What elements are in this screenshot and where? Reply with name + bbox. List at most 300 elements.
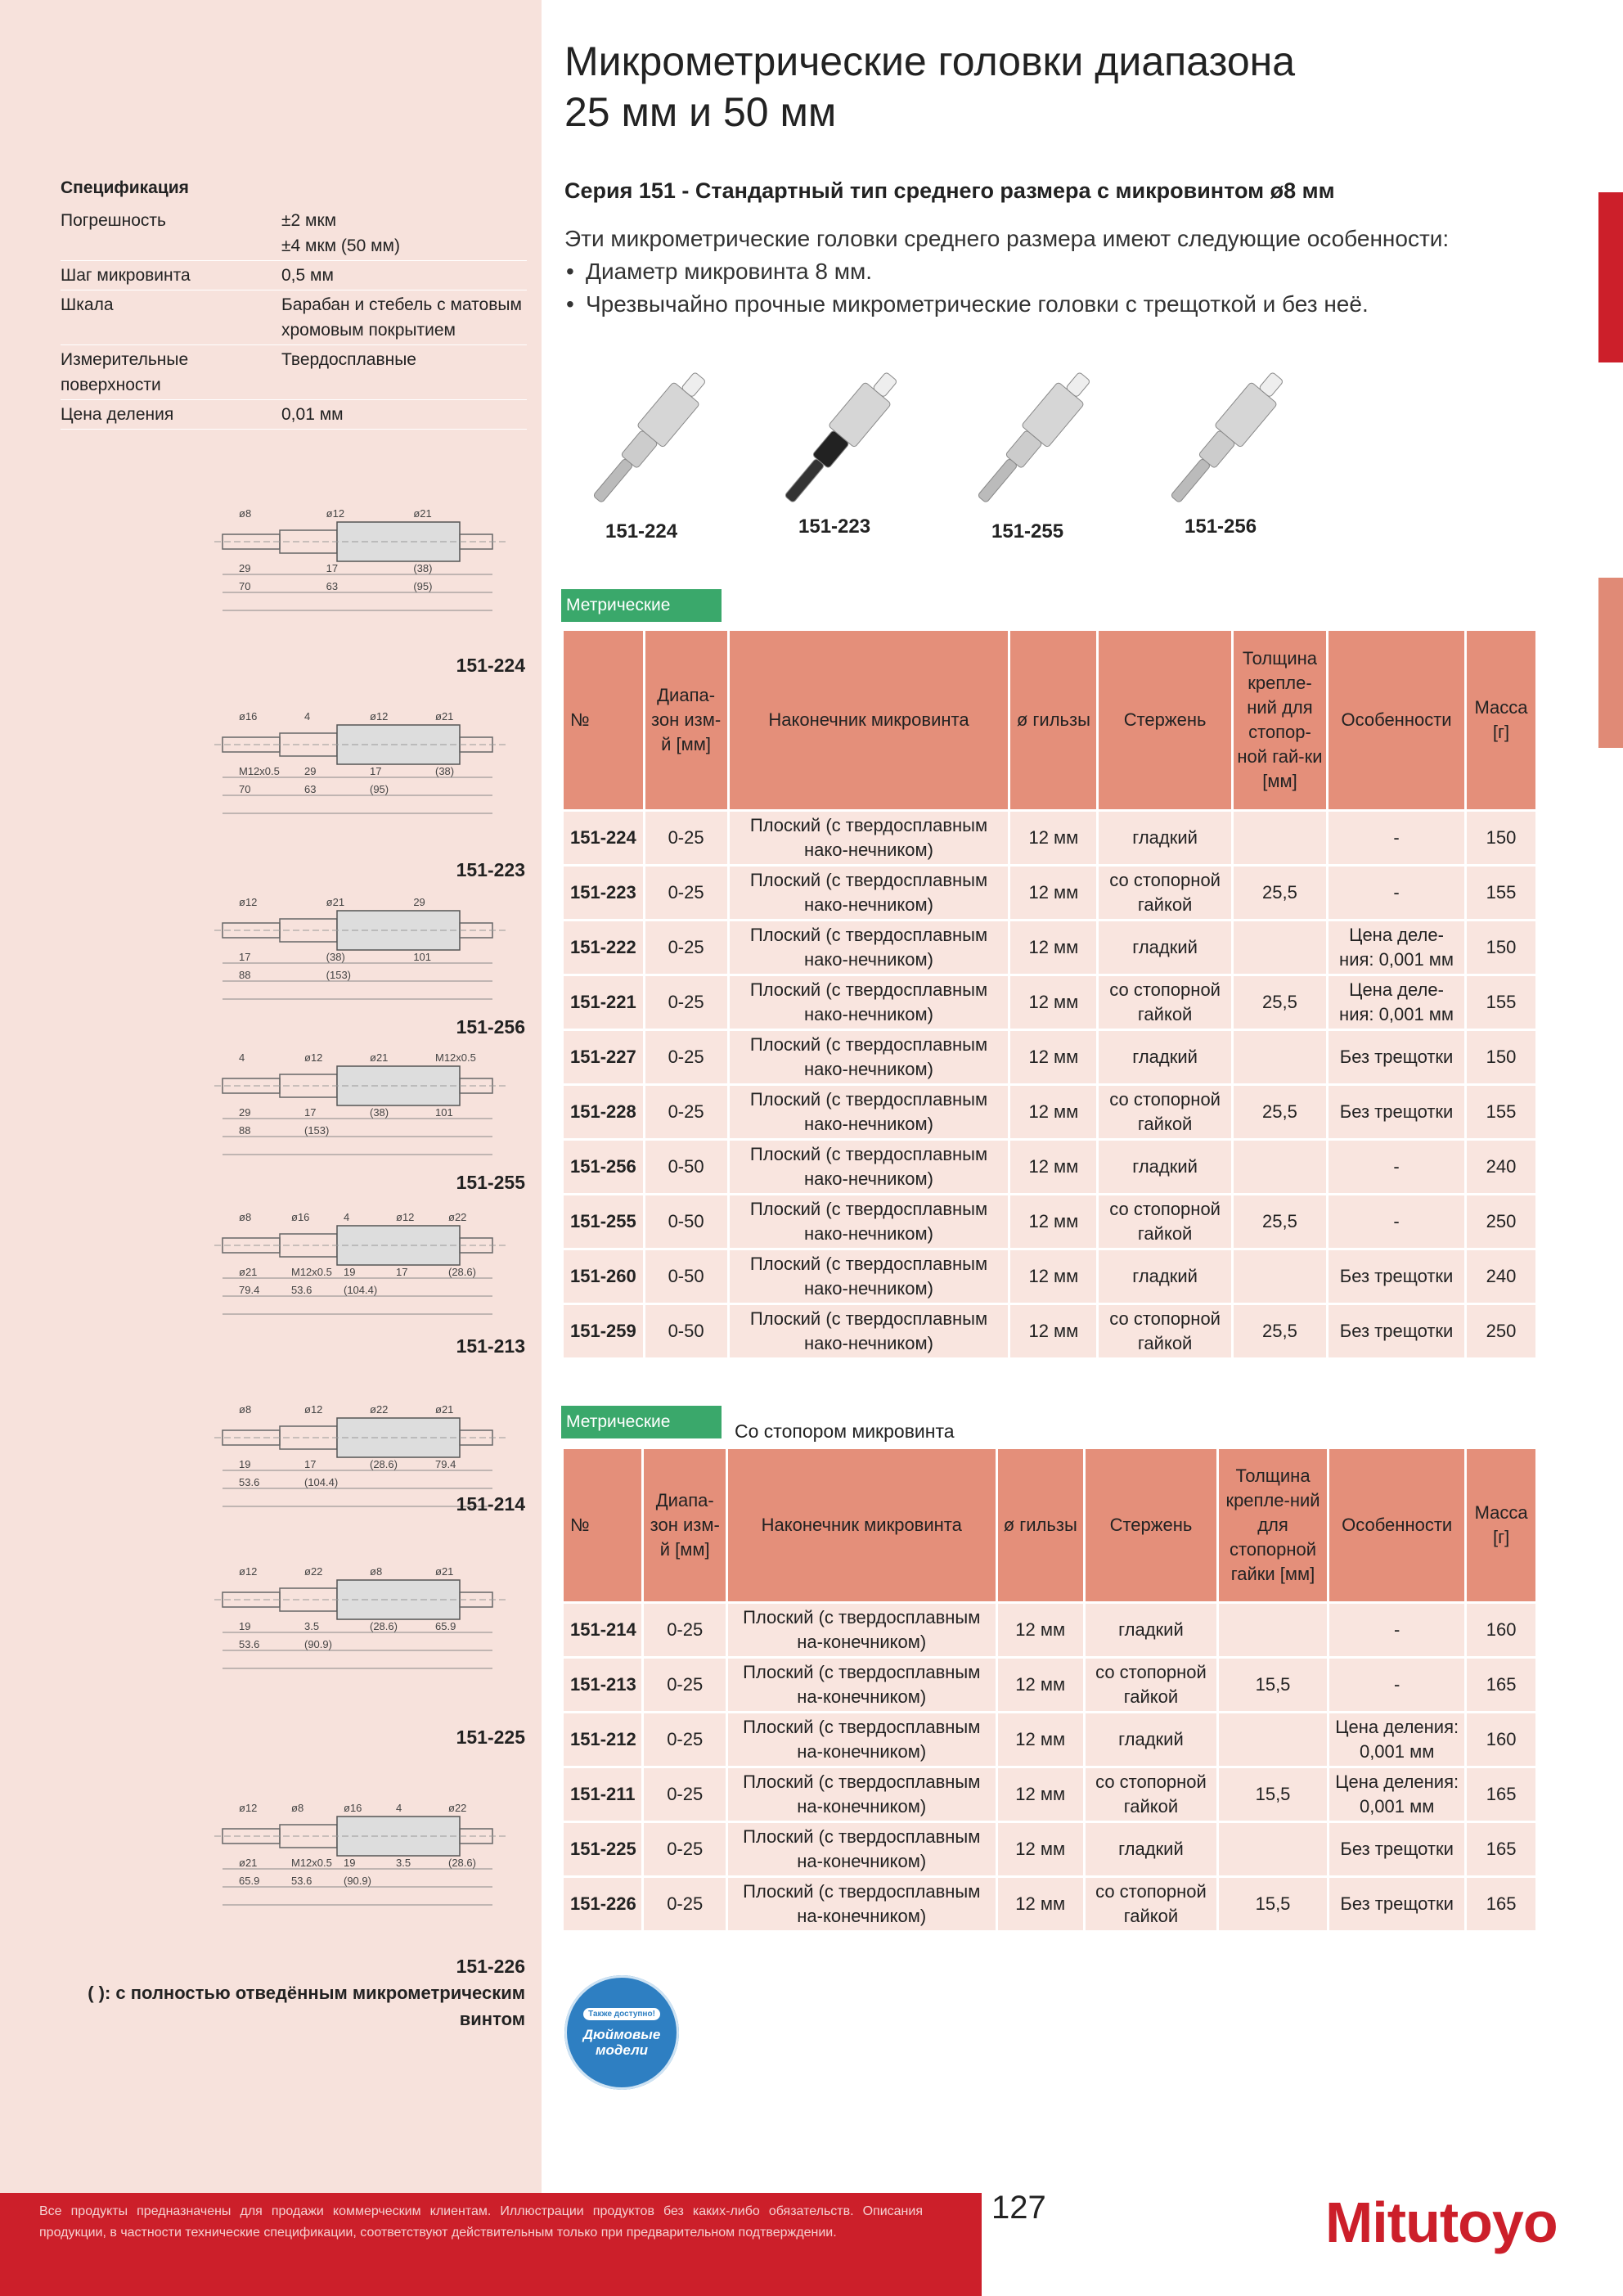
table-cell: Плоский (с твердосплавным на-конечником)	[728, 1823, 996, 1875]
dimension-label: 17	[326, 562, 339, 574]
table-cell: 12 мм	[1010, 921, 1096, 974]
table-cell: Плоский (с твердосплавным нако-нечником)	[730, 1305, 1009, 1357]
table-cell: гладкий	[1099, 921, 1230, 974]
table-cell: 0-25	[644, 1713, 726, 1766]
table-cell	[1234, 921, 1326, 974]
dimension-label: 101	[435, 1106, 453, 1119]
intro-bullet: • Диаметр микровинта 8 мм.	[564, 255, 1449, 288]
table-cell: 25,5	[1234, 976, 1326, 1029]
table2-tag-note: Со стопором микровинта	[735, 1420, 955, 1442]
table-cell: 0-25	[645, 1031, 727, 1083]
micrometer-head-image	[753, 352, 933, 524]
dimension-label: 53.6	[291, 1875, 312, 1887]
dimension-label: ø12	[239, 896, 258, 908]
table-cell: 0-25	[644, 1604, 726, 1656]
table-cell: 0-25	[645, 867, 727, 919]
dimension-label: 17	[396, 1266, 408, 1278]
table-cell: со стопорной гайкой	[1086, 1768, 1216, 1821]
table-cell: Плоский (с твердосплавным нако-нечником)	[730, 1250, 1009, 1303]
table-cell: 150	[1467, 812, 1535, 864]
dimension-label: ø21	[370, 1051, 389, 1064]
series-subtitle: Серия 151 - Стандартный тип среднего размера с микровинтом ø8 мм	[564, 178, 1335, 203]
dimension-label: 63	[304, 783, 317, 795]
dimension-label: M12x0.5	[239, 765, 280, 777]
table-cell	[1234, 1250, 1326, 1303]
table-cell: 155	[1467, 867, 1535, 919]
spec-key: Шаг микровинта	[61, 266, 191, 285]
table-cell: Плоский (с твердосплавным нако-нечником)	[730, 976, 1009, 1029]
section-tab-active[interactable]	[1598, 192, 1623, 362]
table-cell: 15,5	[1219, 1878, 1327, 1930]
table-cell: 151-226	[564, 1878, 641, 1930]
intro-bullet: • Чрезвычайно прочные микрометрические головки с трещоткой и без неё.	[564, 288, 1449, 321]
table-cell: 15,5	[1219, 1659, 1327, 1711]
drawing-label: 151-214	[456, 1493, 525, 1515]
dimension-label: 29	[413, 896, 425, 908]
table-cell: со стопорной гайкой	[1099, 976, 1230, 1029]
dimension-label: 17	[370, 765, 382, 777]
page-number: 127	[991, 2190, 1046, 2226]
table-header: Наконечник микровинта	[730, 631, 1009, 809]
spec-row	[61, 261, 527, 290]
drawing-label: 151-255	[456, 1172, 525, 1193]
dimension-label: ø21	[239, 1857, 258, 1869]
table-cell: 165	[1467, 1823, 1535, 1875]
micrometer-head-shape	[584, 366, 713, 511]
drawing-svg	[214, 884, 525, 1006]
spec-row	[61, 206, 527, 261]
table-cell: 150	[1467, 921, 1535, 974]
table-cell: 151-222	[564, 921, 643, 974]
dimension-drawing	[214, 884, 525, 1006]
dimension-drawing	[214, 1522, 525, 1727]
spindle-shape	[223, 1829, 280, 1844]
table-cell: Плоский (с твердосплавным нако-нечником)	[730, 1195, 1009, 1248]
micrometer-head-shape	[1162, 366, 1291, 511]
table-cell: 12 мм	[998, 1713, 1083, 1766]
dimension-label: ø12	[304, 1051, 323, 1064]
table-cell: 12 мм	[998, 1604, 1083, 1656]
table-cell	[1234, 812, 1326, 864]
table-row	[564, 921, 1535, 974]
dimension-label: 29	[239, 1106, 251, 1119]
table-row	[564, 867, 1535, 919]
spec-value: ±2 мкм ±4 мкм (50 мм)	[281, 211, 400, 255]
dimension-label: ø21	[326, 896, 345, 908]
table-header-row	[564, 631, 1535, 809]
dimension-label: 70	[239, 580, 251, 592]
dimension-label: ø8	[239, 1211, 252, 1223]
intro	[564, 223, 1449, 321]
spindle-shape	[223, 1592, 280, 1607]
dimension-label: 3.5	[304, 1620, 320, 1632]
table-header-row	[564, 1449, 1535, 1601]
table-cell: 12 мм	[1010, 1305, 1096, 1357]
table-cell: 151-228	[564, 1086, 643, 1138]
dimension-label: 63	[326, 580, 339, 592]
dimension-label: 29	[304, 765, 317, 777]
spec-row	[61, 400, 527, 430]
dimension-label: 4	[344, 1211, 350, 1223]
table-cell: 151-214	[564, 1604, 641, 1656]
spec-value: 0,01 мм	[281, 405, 344, 424]
spindle-shape	[223, 1430, 280, 1445]
dimension-drawing	[214, 1199, 525, 1321]
dimension-label: 4	[239, 1051, 245, 1064]
table-header: ø гильзы	[1010, 631, 1096, 809]
badge-top: Также доступно!	[583, 2008, 660, 2020]
table-cell: 0-25	[644, 1768, 726, 1821]
photo-part	[785, 458, 825, 503]
product-photo	[1139, 352, 1319, 524]
table-cell: гладкий	[1086, 1823, 1216, 1875]
micrometer-head-shape	[776, 366, 905, 511]
dimension-label: (28.6)	[448, 1266, 476, 1278]
drawing-svg	[214, 1522, 525, 1727]
table-cell: 151-212	[564, 1713, 641, 1766]
inch-models-badge[interactable]	[564, 1975, 679, 2090]
dimension-label: (38)	[413, 562, 433, 574]
table-header: №	[564, 1449, 641, 1601]
table-cell: 25,5	[1234, 867, 1326, 919]
table-cell: 240	[1467, 1141, 1535, 1193]
spindle-shape	[223, 923, 280, 938]
table-header: Особенности	[1329, 631, 1464, 809]
dimension-label: 79.4	[435, 1458, 456, 1470]
dimension-label: ø21	[239, 1266, 258, 1278]
dimension-label: M12x0.5	[291, 1266, 332, 1278]
table-cell: Плоский (с твердосплавным на-конечником)	[728, 1713, 996, 1766]
table-cell: 150	[1467, 1031, 1535, 1083]
table-cell: 25,5	[1234, 1195, 1326, 1248]
dimension-label: M12x0.5	[291, 1857, 332, 1869]
table-header: Стержень	[1086, 1449, 1216, 1601]
dimension-drawing	[214, 679, 525, 851]
table-cell: -	[1329, 1195, 1464, 1248]
table-cell: 155	[1467, 1086, 1535, 1138]
table-cell	[1234, 1141, 1326, 1193]
table-cell: 12 мм	[998, 1823, 1083, 1875]
table-cell: Плоский (с твердосплавным нако-нечником)	[730, 1031, 1009, 1083]
spec-key: Измерительные поверхности	[61, 350, 189, 394]
table-header: Стержень	[1099, 631, 1230, 809]
dimension-label: ø21	[435, 1565, 454, 1578]
dimension-label: ø12	[239, 1802, 258, 1814]
table-cell: 0-25	[645, 921, 727, 974]
table-header: Особенности	[1329, 1449, 1464, 1601]
dimension-label: ø8	[291, 1802, 304, 1814]
table-cell: Плоский (с твердосплавным нако-нечником)	[730, 1141, 1009, 1193]
table-cell: 160	[1467, 1713, 1535, 1766]
table-row	[564, 1713, 1535, 1766]
table-cell: гладкий	[1099, 1031, 1230, 1083]
table-cell: 151-227	[564, 1031, 643, 1083]
photo-label: 151-256	[1185, 515, 1257, 538]
table-cell: 25,5	[1234, 1086, 1326, 1138]
dimension-label: ø12	[396, 1211, 415, 1223]
table-row	[564, 1141, 1535, 1193]
table-cell: Без трещотки	[1329, 1878, 1464, 1930]
table-cell: 151-211	[564, 1768, 641, 1821]
table-cell: Без трещотки	[1329, 1250, 1464, 1303]
dimension-label: 19	[344, 1266, 356, 1278]
table-row	[564, 1823, 1535, 1875]
table-cell: 155	[1467, 976, 1535, 1029]
table-cell: 151-213	[564, 1659, 641, 1711]
spec-value: Твердосплавные	[281, 350, 416, 369]
micrometer-head-image	[561, 352, 741, 524]
badge-main: Дюймовые модели	[582, 2026, 661, 2058]
table-cell: 15,5	[1219, 1768, 1327, 1821]
table-row	[564, 1031, 1535, 1083]
drawing-label: 151-226	[456, 1956, 525, 1977]
title-line2: 25 мм и 50 мм	[564, 89, 837, 135]
table-cell: 12 мм	[1010, 1086, 1096, 1138]
table-header: Толщина крепле-ний для стопорной гайки [мм]	[1219, 1449, 1327, 1601]
table-cell: 165	[1467, 1878, 1535, 1930]
table-cell: Плоский (с твердосплавным на-конечником)	[728, 1878, 996, 1930]
table-cell: со стопорной гайкой	[1099, 867, 1230, 919]
spec-value: Барабан и стебель с матовым хромовым покрытием	[281, 295, 522, 340]
dimension-label: 19	[239, 1458, 251, 1470]
table-cell: 0-25	[645, 976, 727, 1029]
table1-tag: Метрические	[561, 589, 722, 622]
product-photo	[561, 352, 741, 524]
dimension-label: 88	[239, 969, 251, 981]
table-cell: Цена деления: 0,001 мм	[1329, 1768, 1464, 1821]
table-header: Масса [г]	[1467, 631, 1535, 809]
dimension-label: ø21	[435, 1403, 454, 1416]
drawing-label: 151-223	[456, 859, 525, 880]
table-cell: 0-25	[645, 1086, 727, 1138]
table-cell: со стопорной гайкой	[1099, 1305, 1230, 1357]
table-cell: 0-50	[645, 1305, 727, 1357]
table-cell: 12 мм	[1010, 1250, 1096, 1303]
table-row	[564, 1250, 1535, 1303]
dimension-label: ø8	[239, 507, 252, 520]
table-cell: Без трещотки	[1329, 1086, 1464, 1138]
table-row	[564, 1659, 1535, 1711]
spec-value: 0,5 мм	[281, 266, 334, 285]
table-header: Толщина крепле-ний для стопор-ной гай-ки [мм]	[1234, 631, 1326, 809]
dimension-label: (38)	[435, 765, 455, 777]
table-cell: Плоский (с твердосплавным на-конечником)	[728, 1604, 996, 1656]
dimension-label: M12x0.5	[435, 1051, 476, 1064]
photo-part	[1171, 458, 1211, 503]
table-cell: 151-255	[564, 1195, 643, 1248]
dimension-label: 53.6	[291, 1284, 312, 1296]
dimension-label: 53.6	[239, 1638, 260, 1650]
table-cell: гладкий	[1099, 1250, 1230, 1303]
table-cell: Плоский (с твердосплавным на-конечником)	[728, 1768, 996, 1821]
table-cell: 25,5	[1234, 1305, 1326, 1357]
table-cell: гладкий	[1099, 812, 1230, 864]
table-row	[564, 976, 1535, 1029]
table-cell	[1219, 1823, 1327, 1875]
drawing-svg	[214, 1767, 525, 1947]
dimension-label: 17	[304, 1106, 317, 1119]
table-cell: Без трещотки	[1329, 1305, 1464, 1357]
table-cell: Плоский (с твердосплавным нако-нечником)	[730, 1086, 1009, 1138]
drawing-label: 151-225	[456, 1727, 525, 1748]
dimension-label: (38)	[370, 1106, 389, 1119]
dimension-label: ø16	[344, 1802, 362, 1814]
dimension-label: 19	[344, 1857, 356, 1869]
dimension-label: (90.9)	[304, 1638, 332, 1650]
micrometer-head-image	[946, 352, 1126, 524]
dimension-label: 4	[304, 710, 311, 723]
photo-part	[593, 458, 633, 503]
dimension-label: (90.9)	[344, 1875, 371, 1887]
dimension-drawing	[214, 1039, 525, 1162]
dimension-label: (28.6)	[370, 1458, 398, 1470]
drawing-svg	[214, 1039, 525, 1162]
spindle-shape	[223, 534, 280, 549]
table-cell: Плоский (с твердосплавным на-конечником)	[728, 1659, 996, 1711]
table-cell: Цена деле-ния: 0,001 мм	[1329, 976, 1464, 1029]
table-cell: 240	[1467, 1250, 1535, 1303]
footer-text: Все продукты предназначены для продажи коммерческим клиентам. Иллюстрации продуктов без каких-либо обязательств. Описания продукции, в частности технические спецификации, соответствуют действительным только при предварительном подтверждении.	[39, 2204, 923, 2240]
table-row	[564, 1086, 1535, 1138]
dimension-drawing	[214, 1767, 525, 1947]
product-photo	[753, 352, 933, 524]
table-row	[564, 1604, 1535, 1656]
table-header: Масса [г]	[1467, 1449, 1535, 1601]
table-cell: со стопорной гайкой	[1099, 1086, 1230, 1138]
dimension-label: 79.4	[239, 1284, 260, 1296]
table-cell: Плоский (с твердосплавным нако-нечником)	[730, 921, 1009, 974]
dimension-label: ø22	[304, 1565, 323, 1578]
table-cell: 12 мм	[1010, 1031, 1096, 1083]
table-cell: 165	[1467, 1768, 1535, 1821]
dimension-label: 4	[396, 1802, 402, 1814]
table-cell: Плоский (с твердосплавным нако-нечником)	[730, 867, 1009, 919]
intro-lead: Эти микрометрические головки среднего размера имеют следующие особенности:	[564, 226, 1450, 251]
table-cell: со стопорной гайкой	[1099, 1195, 1230, 1248]
dimension-label: (28.6)	[448, 1857, 476, 1869]
table-cell: Цена деления: 0,001 мм	[1329, 1713, 1464, 1766]
spec-key: Цена деления	[61, 405, 174, 424]
table-cell: гладкий	[1099, 1141, 1230, 1193]
table-cell: 12 мм	[998, 1878, 1083, 1930]
dimension-label: 29	[239, 562, 251, 574]
table-row	[564, 1195, 1535, 1248]
table-cell: 0-50	[645, 1141, 727, 1193]
dimension-label: ø12	[239, 1565, 258, 1578]
dimension-label: (95)	[413, 580, 433, 592]
table-cell: 12 мм	[998, 1659, 1083, 1711]
dimension-label: (38)	[326, 951, 345, 963]
table-cell: 151-260	[564, 1250, 643, 1303]
table-cell: со стопорной гайкой	[1086, 1659, 1216, 1711]
dimension-label: 3.5	[396, 1857, 411, 1869]
section-tab[interactable]	[1598, 578, 1623, 748]
table-cell: 0-25	[644, 1823, 726, 1875]
dimension-label: 88	[239, 1124, 251, 1137]
dimension-label: 17	[239, 951, 251, 963]
dimension-drawing	[214, 483, 525, 638]
product-photo	[946, 352, 1126, 524]
photo-label: 151-255	[991, 520, 1064, 542]
table-cell: 0-50	[645, 1250, 727, 1303]
table-header: №	[564, 631, 643, 809]
drawing-svg	[214, 679, 525, 851]
drawing-svg	[214, 483, 525, 638]
dimension-label: ø21	[435, 710, 454, 723]
table-cell: Плоский (с твердосплавным нако-нечником)	[730, 812, 1009, 864]
dimension-label: ø22	[448, 1802, 467, 1814]
spec-block	[61, 178, 527, 430]
dimension-label: ø12	[304, 1403, 323, 1416]
table-header: ø гильзы	[998, 1449, 1083, 1601]
table-cell: -	[1329, 1141, 1464, 1193]
table-cell	[1219, 1713, 1327, 1766]
dimension-label: ø16	[239, 710, 258, 723]
drawing-label: 151-224	[456, 655, 525, 676]
table-cell: -	[1329, 1604, 1464, 1656]
table-cell: 165	[1467, 1659, 1535, 1711]
table-cell: 12 мм	[1010, 867, 1096, 919]
table-cell: -	[1329, 812, 1464, 864]
dimension-label: 65.9	[435, 1620, 456, 1632]
table-row	[564, 1768, 1535, 1821]
dimension-label: ø12	[326, 507, 345, 520]
table-cell: 12 мм	[998, 1768, 1083, 1821]
dimension-label: ø22	[448, 1211, 467, 1223]
photo-label: 151-223	[798, 515, 871, 538]
table-cell: 250	[1467, 1305, 1535, 1357]
table-cell: Цена деле-ния: 0,001 мм	[1329, 921, 1464, 974]
spindle-shape	[223, 737, 280, 752]
spindle-shape	[223, 1078, 280, 1093]
table-cell: Без трещотки	[1329, 1823, 1464, 1875]
dimension-label: 17	[304, 1458, 317, 1470]
table1	[561, 628, 1538, 1360]
table-cell	[1219, 1604, 1327, 1656]
title-line1: Микрометрические головки диапазона	[564, 38, 1296, 84]
dimension-label: 53.6	[239, 1476, 260, 1488]
table-cell: Без трещотки	[1329, 1031, 1464, 1083]
table-cell: 160	[1467, 1604, 1535, 1656]
table-cell	[1234, 1031, 1326, 1083]
table-cell: 12 мм	[1010, 812, 1096, 864]
dimension-label: ø22	[370, 1403, 389, 1416]
page-title	[564, 36, 1295, 137]
table2	[561, 1447, 1538, 1933]
dimension-label: 19	[239, 1620, 251, 1632]
table-cell: 0-50	[645, 1195, 727, 1248]
table-cell: гладкий	[1086, 1604, 1216, 1656]
table-cell: 12 мм	[1010, 1141, 1096, 1193]
table-cell: 151-256	[564, 1141, 643, 1193]
dimension-label: (153)	[304, 1124, 330, 1137]
dimension-label: 70	[239, 783, 251, 795]
table-cell: 151-225	[564, 1823, 641, 1875]
dimension-label: ø8	[370, 1565, 383, 1578]
table-cell: 151-259	[564, 1305, 643, 1357]
table-cell: -	[1329, 867, 1464, 919]
table-header: Диапа-зон изм-й [мм]	[645, 631, 727, 809]
table-cell: 0-25	[644, 1878, 726, 1930]
dimension-label: (104.4)	[344, 1284, 378, 1296]
dimension-label: (104.4)	[304, 1476, 339, 1488]
mitutoyo-logo: Mitutoyo	[1325, 2190, 1558, 2254]
micrometer-head-image	[1139, 352, 1319, 524]
spec-title: Спецификация	[61, 178, 189, 197]
dimension-label: ø21	[413, 507, 432, 520]
dimension-label: (153)	[326, 969, 352, 981]
spec-row	[61, 345, 527, 400]
